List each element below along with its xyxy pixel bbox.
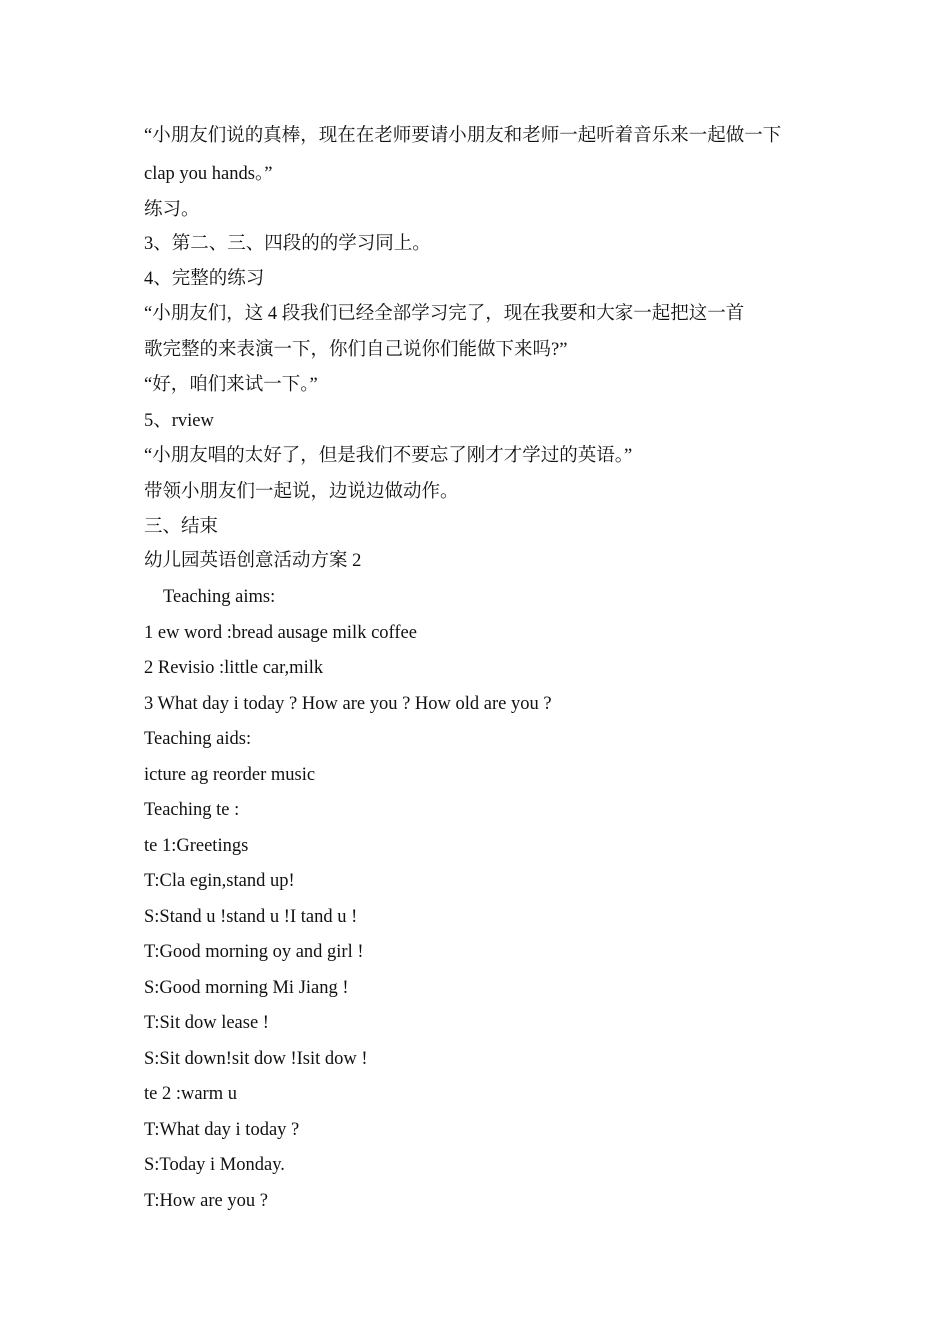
text-line: 1 ew word :bread ausage milk coffee xyxy=(144,623,417,643)
text-line: 带领小朋友们一起说，边说边做动作。 xyxy=(144,482,459,502)
text-line: S:Good morning Mi Jiang ! xyxy=(144,978,349,998)
text-line: 3 What day i today ? How are you ? How old are you ? xyxy=(144,694,552,714)
text-line: Teaching aims: xyxy=(163,587,276,607)
text-line: S:Stand u !stand u !I tand u ! xyxy=(144,907,358,927)
text-line: clap you hands。” xyxy=(144,164,273,184)
text-line: 歌完整的来表演一下，你们自己说你们能做下来吗?” xyxy=(144,340,568,360)
document-title: 幼儿园英语创意活动方案 2 xyxy=(144,551,362,571)
text-line: te 1:Greetings xyxy=(144,836,249,856)
text-line: “小朋友们说的真棒，现在在老师要请小朋友和老师一起听着音乐来一起做一下 xyxy=(144,126,782,146)
text-line: S:Today i Monday. xyxy=(144,1155,285,1175)
text-line: “小朋友唱的太好了，但是我们不要忘了刚才才学过的英语。” xyxy=(144,446,633,466)
text-line: S:Sit down!sit dow !Isit dow ! xyxy=(144,1049,368,1069)
text-line: 4、完整的练习 xyxy=(144,269,265,289)
text-line: T:Sit dow lease ! xyxy=(144,1013,269,1033)
text-line: Teaching aids: xyxy=(144,729,252,749)
text-line: icture ag reorder music xyxy=(144,765,316,785)
text-line: “小朋友们，这 4 段我们已经全部学习完了，现在我要和大家一起把这一首 xyxy=(144,304,745,324)
text-line: 2 Revisio :little car,milk xyxy=(144,658,324,678)
text-line: te 2 :warm u xyxy=(144,1084,237,1104)
text-line: T:Good morning oy and girl ! xyxy=(144,942,364,962)
section-heading: 三、结束 xyxy=(144,517,219,537)
text-line: “好，咱们来试一下。” xyxy=(144,375,318,395)
text-line: Teaching te : xyxy=(144,800,240,820)
text-line: 练习。 xyxy=(144,200,200,220)
text-line: 3、第二、三、四段的的学习同上。 xyxy=(144,234,431,254)
text-line: T:What day i today ? xyxy=(144,1120,300,1140)
text-line: 5、rview xyxy=(144,411,214,431)
text-line: T:Cla egin,stand up! xyxy=(144,871,295,891)
text-line: T:How are you ? xyxy=(144,1191,268,1211)
